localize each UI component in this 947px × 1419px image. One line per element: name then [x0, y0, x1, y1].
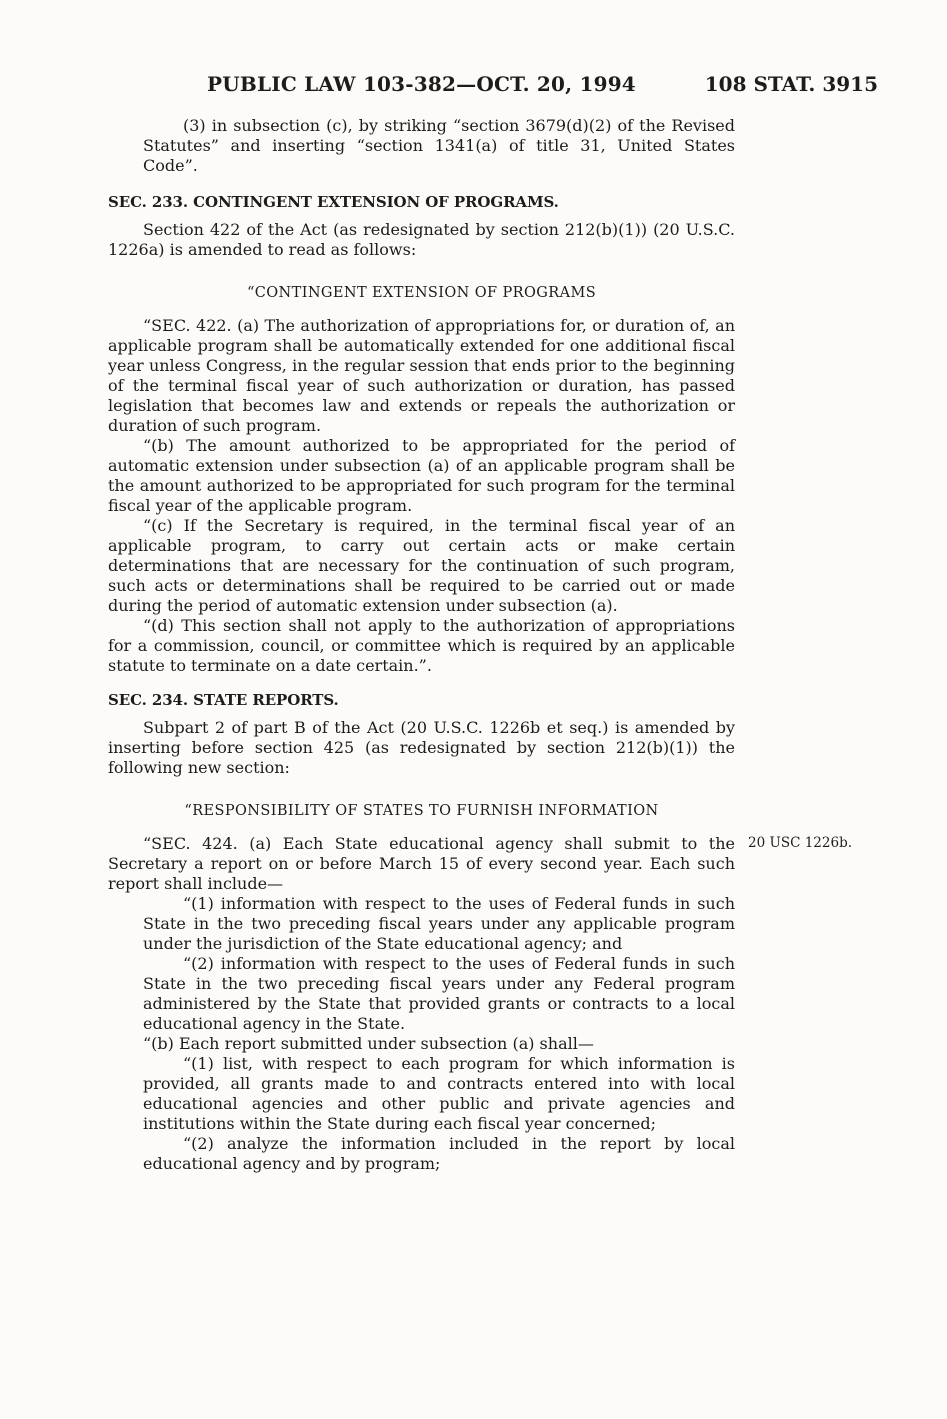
section-heading-234: SEC. 234. STATE REPORTS.	[108, 691, 339, 709]
paragraph-sec-424-a: “SEC. 424. (a) Each State educational agency shall submit to the Secretary a report on or before March 15 of every second year. Each such report shall include—	[108, 834, 735, 893]
paragraph-sec-424-b: “(b) Each report submitted under subsection (a) shall—	[143, 1034, 594, 1053]
list-item-424-b-2: “(2) analyze the information included in the report by local educational agency and by program;	[143, 1134, 735, 1173]
margin-note-usc-citation: 20 USC 1226b.	[748, 835, 853, 851]
stat-page-number: 108 STAT. 3915	[704, 72, 878, 96]
paragraph-sec-422-a: “SEC. 422. (a) The authorization of appropriations for, or duration of, an applicable program shall be automatically extended for one additional fiscal year unless Congress, in the regular session that ends prior to the beginning of the terminal fiscal year of such authorization or duration, has passed legislation that becomes law and extends or repeals the authorization or duration of such program.	[108, 316, 735, 435]
centered-heading-responsibility-of-states: “RESPONSIBILITY OF STATES TO FURNISH INFORMATION	[184, 803, 659, 819]
paragraph-section-422-intro: Section 422 of the Act (as redesignated by section 212(b)(1)) (20 U.S.C. 1226a) is amended to read as follows:	[108, 220, 735, 259]
paragraph-sec-422-c: “(c) If the Secretary is required, in the terminal fiscal year of an applicable program, to carry out certain acts or make certain determinations that are necessary for the continuation of such program, such acts or determinations shall be required to be carried out or made during the period of automatic extension under subsection (a).	[108, 516, 735, 615]
running-head	[108, 72, 878, 98]
paragraph-sec-424-wrap	[108, 834, 853, 894]
centered-heading-contingent-extension: “CONTINGENT EXTENSION OF PROGRAMS	[246, 285, 597, 301]
paragraph-sec-422-b: “(b) The amount authorized to be appropriated for the period of automatic extension under subsection (a) of an applicable program shall be the amount authorized to be appropriated for such program for the terminal fiscal year of the applicable program.	[108, 436, 735, 515]
section-heading-233: SEC. 233. CONTINGENT EXTENSION OF PROGRAMS.	[108, 193, 559, 211]
paragraph-sec-422-d: “(d) This section shall not apply to the authorization of appropriations for a commission, council, or committee which is required by an applicable statute to terminate on a date certain.”.	[108, 616, 735, 675]
list-item-424-b-1: “(1) list, with respect to each program for which information is provided, all grants made to and contracts entered into with local educational agencies and other public and private agencies and institutions within the State during each fiscal year concerned;	[143, 1054, 735, 1133]
list-item-424-a-1: “(1) information with respect to the uses of Federal funds in such State in the two preceding fiscal years under any applicable program under the jurisdiction of the State educational agency; and	[143, 894, 735, 953]
list-item-424-a-2: “(2) information with respect to the uses of Federal funds in such State in the two preceding fiscal years under any Federal program administered by the State that provided grants or contracts to a local educational agency in the State.	[143, 954, 735, 1033]
paragraph-subpart-2-intro: Subpart 2 of part B of the Act (20 U.S.C. 1226b et seq.) is amended by inserting before section 425 (as redesignated by section 212(b)(1)) the following new section:	[108, 718, 735, 777]
amendment-clause-3: (3) in subsection (c), by striking “section 3679(d)(2) of the Revised Statutes” and inserting “section 1341(a) of title 31, United States Code”.	[143, 116, 735, 175]
running-head-title: PUBLIC LAW 103-382—OCT. 20, 1994	[207, 72, 636, 96]
page-content	[108, 72, 878, 1174]
